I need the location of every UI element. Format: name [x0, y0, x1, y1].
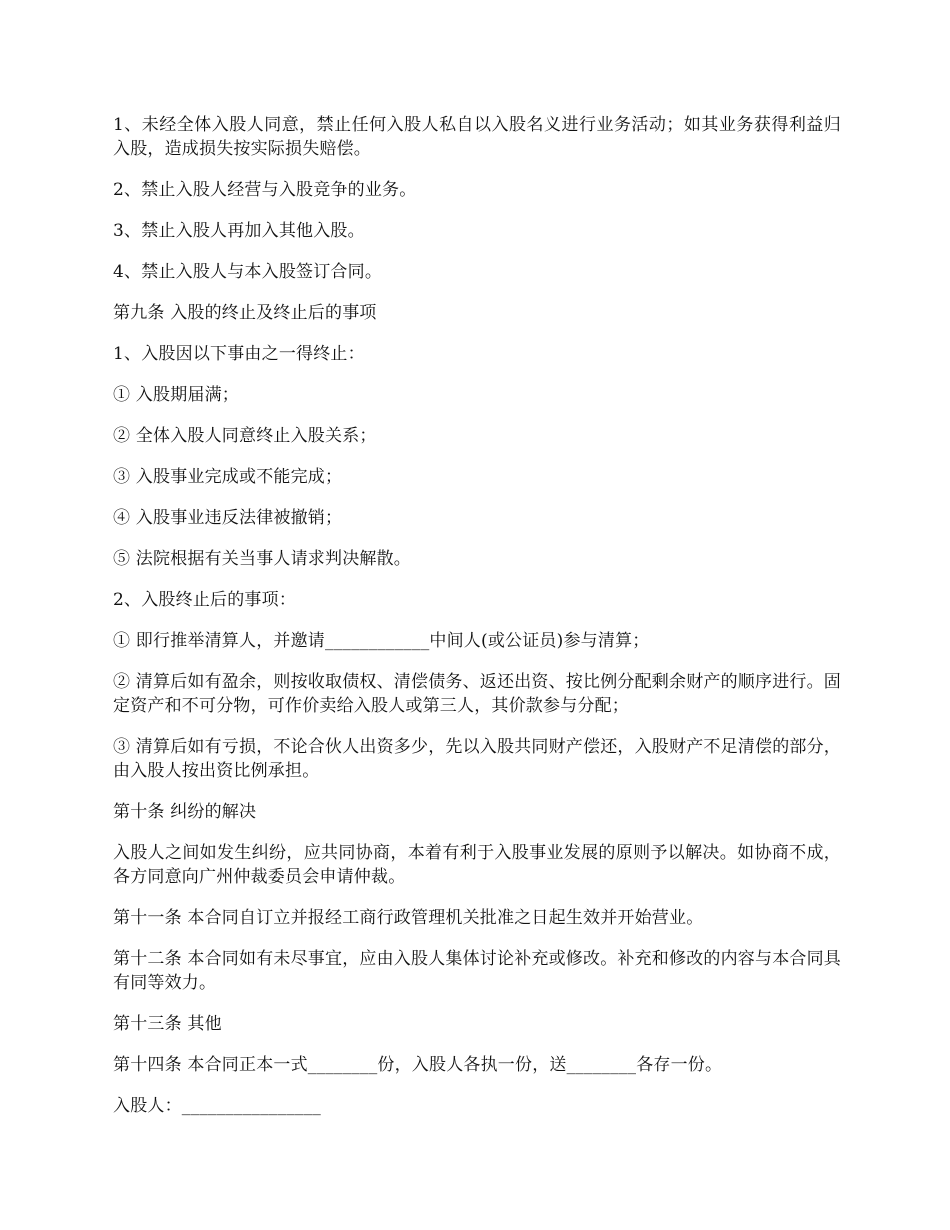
article-9-heading: 第九条 入股的终止及终止后的事项 [113, 303, 377, 323]
article-11-text: 第十一条 本合同自订立并报经工商行政管理机关批准之日起生效并开始营业。 [113, 908, 704, 928]
clause-paragraph-2: 2、禁止入股人经营与入股竞争的业务。 [113, 180, 417, 200]
shareholder-signature-line: 入股人：________________ [113, 1096, 321, 1116]
termination-item-2: ② 全体入股人同意终止入股关系； [113, 426, 377, 446]
post-termination-item-2: ② 清算后如有盈余，则按收取债权、清偿债务、返还出资、按比例分配剩余财产的顺序进行。固定资产和不可分物，可作价卖给入股人或第三人，其价款参与分配； [113, 672, 842, 716]
termination-item-1: ① 入股期届满； [113, 385, 240, 405]
termination-item-5: ⑤ 法院根据有关当事人请求判决解散。 [113, 549, 412, 569]
post-termination-item-3: ③ 清算后如有亏损，不论合伙人出资多少，先以入股共同财产偿还，入股财产不足清偿的部分，由入股人按出资比例承担。 [113, 737, 842, 781]
termination-intro: 1、入股因以下事由之一得终止： [113, 344, 365, 364]
article-12-text: 第十二条 本合同如有未尽事宜，应由入股人集体讨论补充或修改。补充和修改的内容与本合同具有同等效力。 [113, 949, 842, 993]
termination-item-3: ③ 入股事业完成或不能完成； [113, 467, 343, 487]
article-13-heading: 第十三条 其他 [113, 1014, 222, 1034]
clause-paragraph-4: 4、禁止入股人与本入股签订合同。 [113, 262, 383, 282]
clause-paragraph-1: 1、未经全体入股人同意，禁止任何入股人私自以入股名义进行业务活动；如其业务获得利益归入股，造成损失按实际损失赔偿。 [113, 115, 841, 159]
termination-item-4: ④ 入股事业违反法律被撤销； [113, 508, 343, 528]
article-10-heading: 第十条 纠纷的解决 [113, 802, 257, 822]
post-termination-intro: 2、入股终止后的事项： [113, 590, 297, 610]
article-14-text: 第十四条 本合同正本一式________份，入股人各执一份，送________各存一份。 [113, 1055, 723, 1075]
post-termination-item-1: ① 即行推举清算人，并邀请____________中间人(或公证员)参与清算； [113, 631, 650, 651]
dispute-resolution-text: 入股人之间如发生纠纷，应共同协商，本着有利于入股事业发展的原则予以解决。如协商不成，各方同意向广州仲裁委员会申请仲裁。 [113, 843, 841, 887]
clause-paragraph-3: 3、禁止入股人再加入其他入股。 [113, 221, 365, 241]
document-body [113, 113, 841, 1135]
